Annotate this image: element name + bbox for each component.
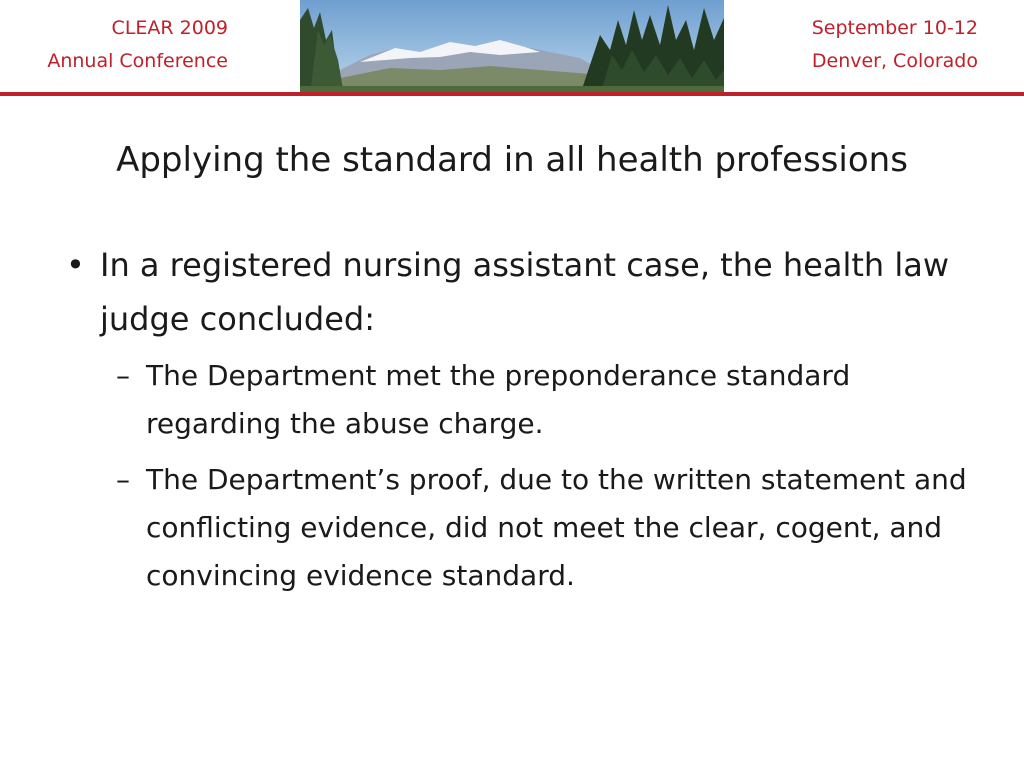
conference-dates: September 10-12 bbox=[811, 17, 978, 39]
slide-body bbox=[60, 238, 980, 608]
header-left bbox=[28, 12, 228, 78]
sub-bullet-text: The Department’s proof, due to the written statement and conflicting evidence, did not meet the clear, cogent, and convincing evidence standard. bbox=[146, 463, 967, 592]
sub-bullet-list bbox=[60, 352, 980, 600]
header-divider bbox=[0, 92, 1024, 96]
bullet-marker: • bbox=[66, 246, 85, 284]
conference-location: Denver, Colorado bbox=[811, 50, 978, 72]
sub-bullet-item bbox=[116, 352, 980, 448]
dash-marker: – bbox=[116, 359, 130, 392]
header-right bbox=[794, 12, 978, 78]
dash-marker: – bbox=[116, 463, 130, 496]
bullet-item bbox=[60, 238, 980, 346]
sub-bullet-item bbox=[116, 456, 980, 600]
sub-bullet-text: The Department met the preponderance standard regarding the abuse charge. bbox=[146, 359, 851, 440]
slide-title: Applying the standard in all health professions bbox=[116, 140, 908, 180]
banner-image bbox=[300, 0, 724, 95]
bullet-text: In a registered nursing assistant case, the health law judge concluded: bbox=[100, 246, 949, 338]
conference-name: CLEAR 2009 bbox=[111, 17, 228, 39]
conference-type: Annual Conference bbox=[47, 50, 228, 72]
